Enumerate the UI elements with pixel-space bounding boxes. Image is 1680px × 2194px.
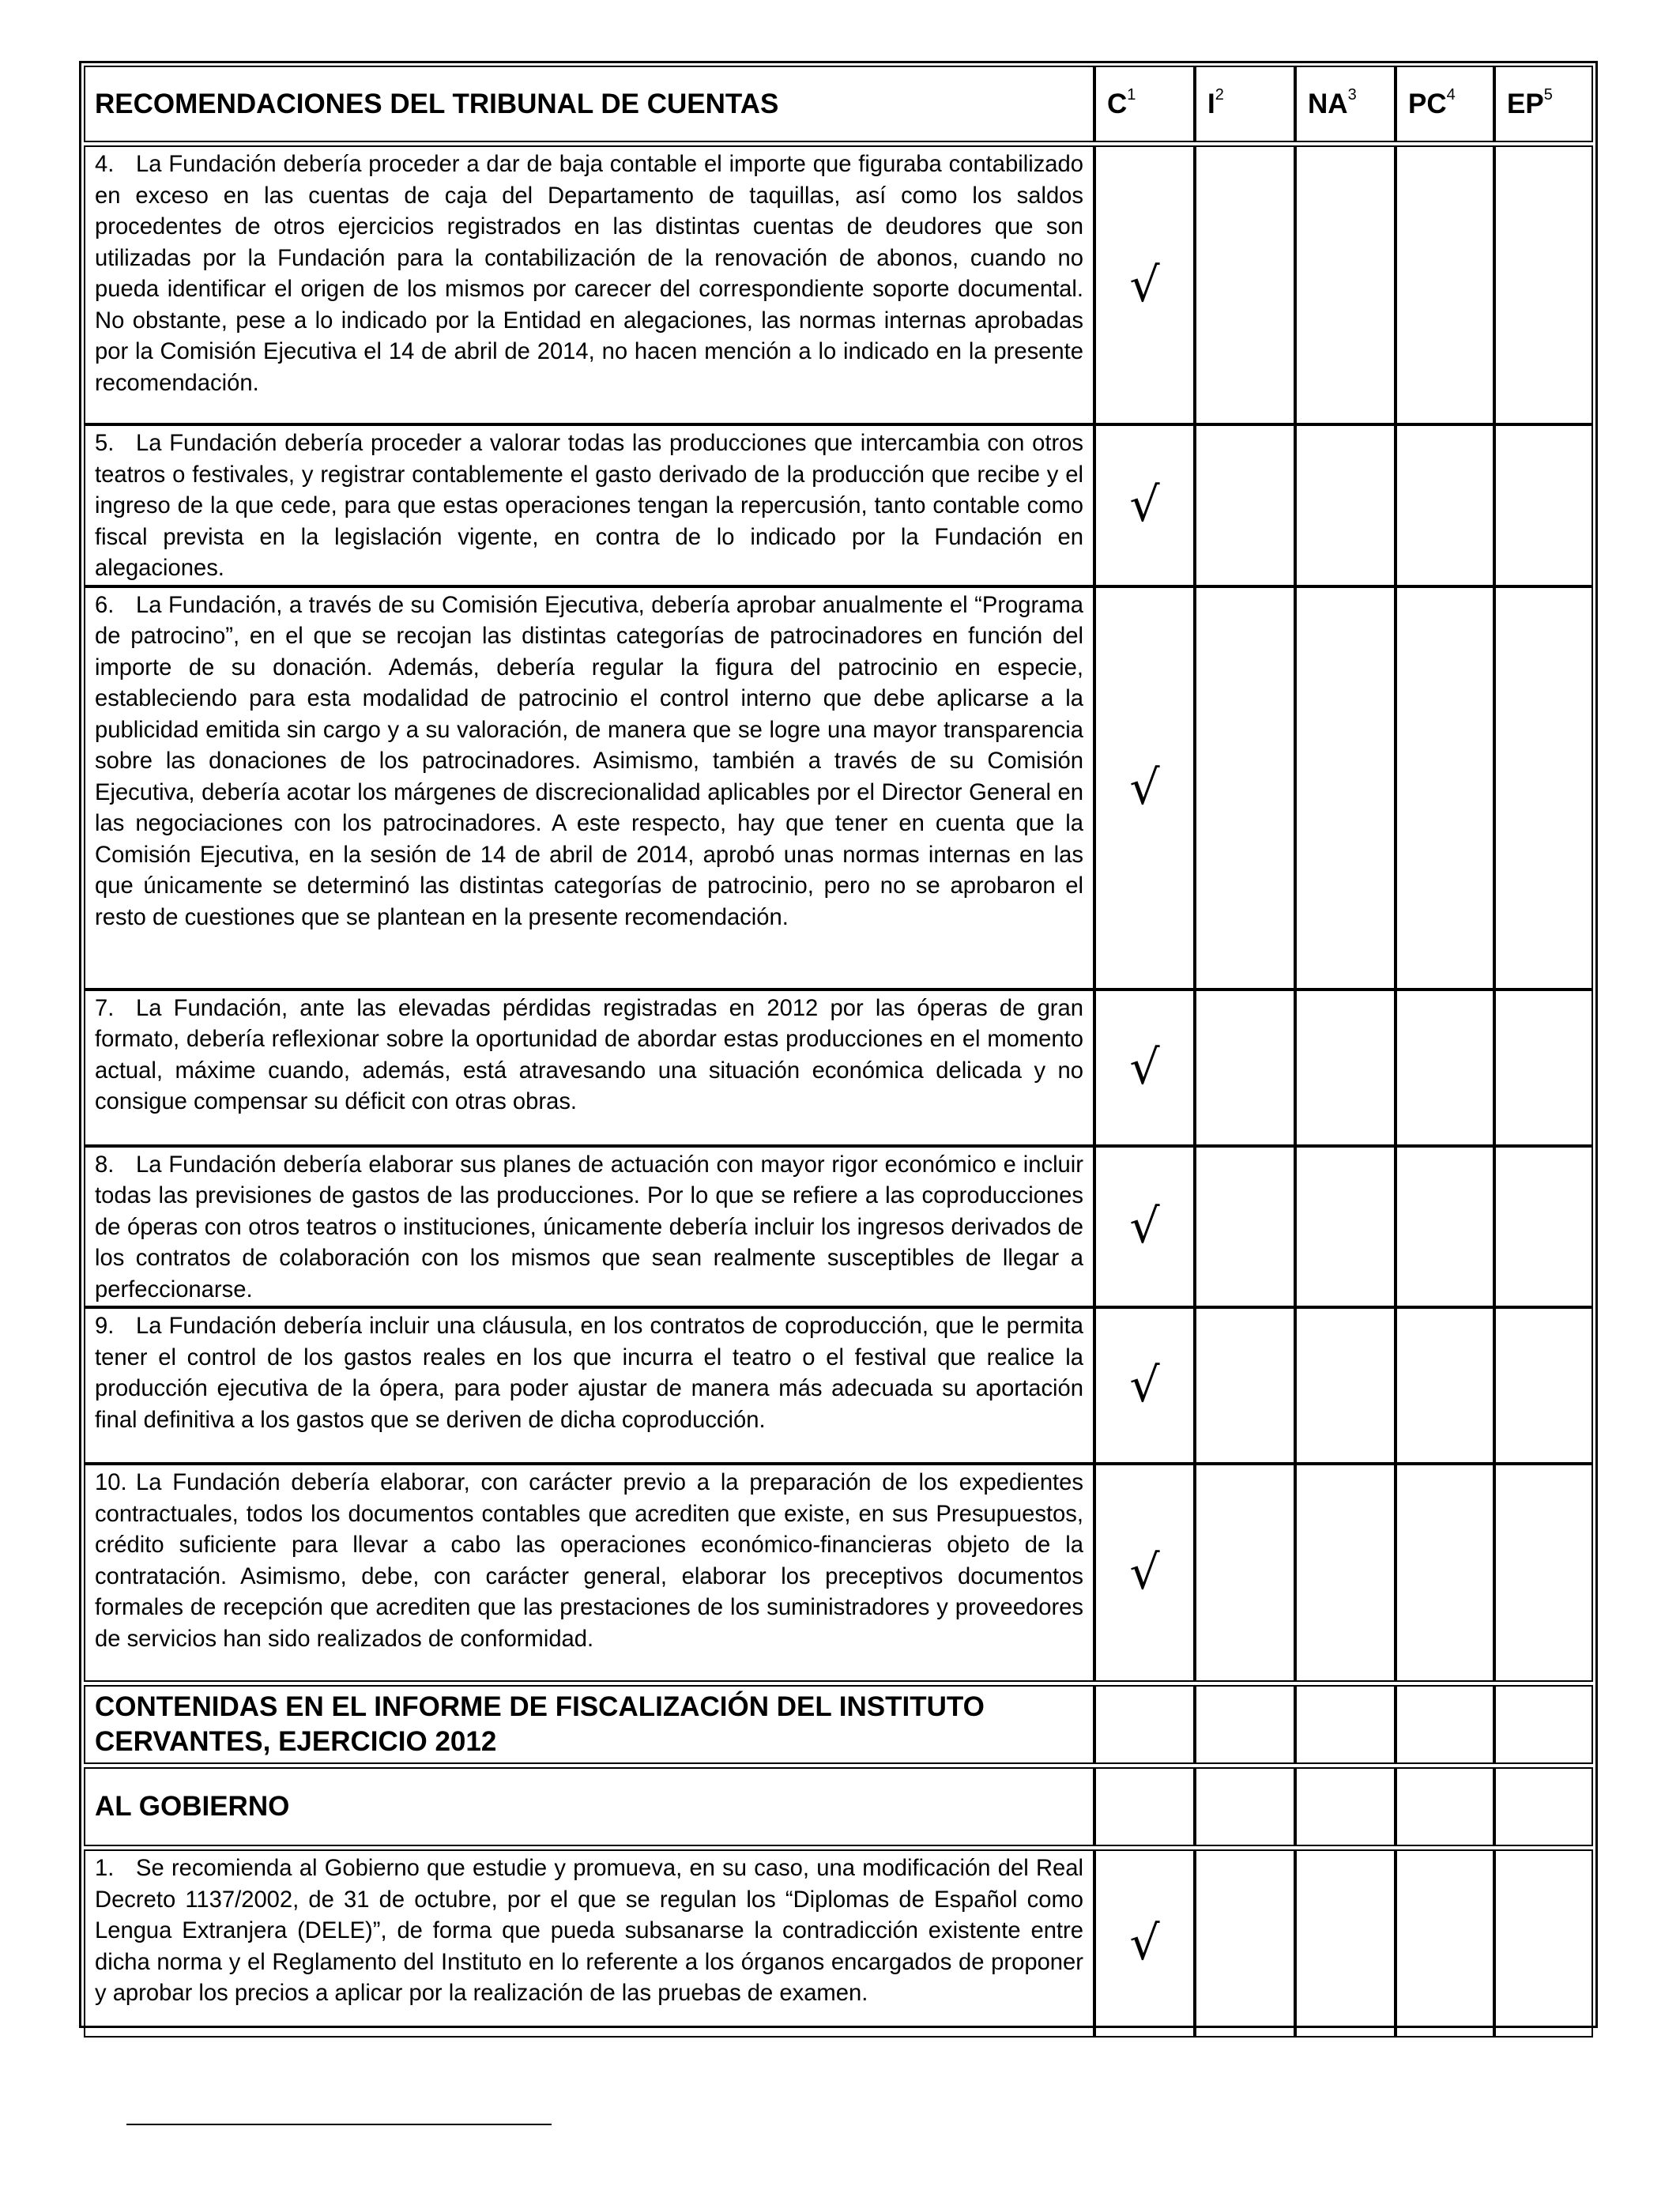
empty-cell [1396,1307,1494,1464]
table-row [84,1464,1593,1682]
subsection-heading: AL GOBIERNO [84,1767,1094,1846]
empty-cell [1396,1464,1494,1682]
empty-cell [1494,424,1593,586]
table-row [84,424,1593,586]
column-header-c: $C^1$ [1094,66,1195,142]
recommendation-text: 4. La Fundación debería proceder a dar de baja contable el importe que figuraba contabilizado en exceso en las cuentas de caja del Departamento de taquillas, así como los saldos procedentes de otros ejercicios registrados en las distintas cuentas de deudores que son utilizadas por la Fundación para la contabilización de la renovación de abonos, cuando no pueda identificar el origen de los mismos por carecer del correspondiente soporte documental. No obstante, pese a lo indicado por la Entidad en alegaciones, las normas internas aprobadas por la Comisión Ejecutiva el 14 de abril de 2014, no hacen mención a lo indicado en la presente recomendación. [84,145,1094,424]
recommendation-number: 10. [95,1470,127,1495]
empty-cell [1494,1146,1593,1308]
recommendation-number: 6. [95,592,115,618]
empty-cell [1295,1307,1396,1464]
recommendation-text: 10. La Fundación debería elaborar, con carácter previo a la preparación de los expedientes contractuales, todos los documentos contables que acrediten que existe, en sus Presupuestos, crédito suficiente para llevar a cabo las operaciones económico-financieras objeto de la contratación. Asimismo, debe, con carácter general, elaborar los preceptivos documentos formales de recepción que acrediten que las prestaciones de los suministradores y proveedores de servicios han sido realizados de conformidad. [84,1464,1094,1682]
column-header-na: $NA^3$ [1295,66,1396,142]
table-title: RECOMENDACIONES DEL TRIBUNAL DE CUENTAS [84,66,1094,142]
empty-cell [1195,586,1295,990]
empty-cell [1295,1464,1396,1682]
subsection-row [84,1767,1593,1846]
empty-cell [1195,145,1295,424]
column-header-i: $I^2$ [1195,66,1295,142]
empty-cell [1396,145,1494,424]
empty-cell [1396,990,1494,1146]
empty-cell [1396,1146,1494,1308]
table-row [84,990,1593,1146]
recommendation-text: 8. La Fundación debería elaborar sus planes de actuación con mayor rigor económico e incluir todas las previsiones de gastos de las producciones. Por lo que se refiere a las coproducciones de óperas con otros teatros o instituciones, únicamente debería incluir los ingresos derivados de los contratos de colaboración con los mismos que sean realmente susceptibles de llegar a perfeccionarse. [84,1146,1094,1308]
empty-cell [1195,424,1295,586]
recommendation-number: 7. [95,995,115,1021]
recommendation-text: 6. La Fundación, a través de su Comisión Ejecutiva, debería aprobar anualmente el “Programa de patrocino”, en el que se recojan las distintas categorías de patrocinadores en función del importe de su donación. Además, debería regular la figura del patrocinio en especie, estableciendo para esta modalidad de patrocinio el control interno que debe aplicarse a la publicidad emitida sin cargo y a su valoración, de manera que se logre una mayor transparencia sobre las donaciones de los patrocinadores. Asimismo, también a través de su Comisión Ejecutiva, debería acotar los márgenes de discrecionalidad aplicables por el Director General en las negociaciones con los patrocinadores. A este respecto, hay que tener en cuenta que la Comisión Ejecutiva, en la sesión de 14 de abril de 2014, aprobó unas normas internas en las que únicamente se determinó las distintas categorías de patrocinio, pero no se aprobaron el resto de cuestiones que se plantean en la presente recomendación. [84,586,1094,990]
empty-cell [1295,990,1396,1146]
empty-cell [1295,1849,1396,2038]
empty-cell [1195,1464,1295,1682]
empty-cell [1396,586,1494,990]
empty-cell [1295,586,1396,990]
recommendation-text: 1. Se recomienda al Gobierno que estudie y promueva, en su caso, una modificación del Real Decreto 1137/2002, de 31 de octubre, por el que se regulan los “Diplomas de Español como Lengua Extranjera (DELE)”, de forma que pueda subsanarse la contradicción existente entre dicha norma y el Reglamento del Instituto en lo referente a los órganos encargados de proponer y aprobar los precios a aplicar por la realización de las pruebas de examen. [84,1849,1094,2038]
empty-cell [1396,424,1494,586]
empty-cell [1295,424,1396,586]
empty-cell [1195,1767,1295,1846]
column-header-ep: $EP^5$ [1494,66,1593,142]
table-row [84,1307,1593,1464]
check-mark: √ [1094,1464,1195,1682]
recommendation-number: 4. [95,152,115,177]
header-row [84,66,1593,142]
recommendation-number: 1. [95,1856,115,1881]
check-mark: √ [1094,1849,1195,2038]
check-mark: √ [1094,1146,1195,1308]
empty-cell [1094,1767,1195,1846]
check-mark: √ [1094,424,1195,586]
recommendation-number: 8. [95,1152,115,1178]
check-mark: √ [1094,1307,1195,1464]
section-row [84,1685,1593,1764]
empty-cell [1396,1767,1494,1846]
empty-cell [1195,1849,1295,2038]
table-row [84,145,1593,424]
empty-cell [1295,1767,1396,1846]
empty-cell [1494,145,1593,424]
empty-cell [1494,1767,1593,1846]
empty-cell [1494,586,1593,990]
recommendation-number: 9. [95,1314,115,1339]
empty-cell [1295,1146,1396,1308]
empty-cell [1494,1307,1593,1464]
empty-cell [1396,1685,1494,1764]
check-mark: √ [1094,145,1195,424]
empty-cell [1494,990,1593,1146]
empty-cell [1396,1849,1494,2038]
table-row [84,586,1593,990]
column-header-pc: $PC^4$ [1396,66,1494,142]
recommendations-table [84,66,1593,2038]
table-row [84,1146,1593,1308]
empty-cell [1195,1685,1295,1764]
empty-cell [1494,1464,1593,1682]
empty-cell [1195,1146,1295,1308]
table-row [84,1849,1593,2038]
empty-cell [1094,1685,1195,1764]
empty-cell [1295,145,1396,424]
check-mark: √ [1094,586,1195,990]
footnote-separator [126,2124,552,2125]
recommendation-text: 9. La Fundación debería incluir una cláusula, en los contratos de coproducción, que le permita tener el control de los gastos reales en los que incurra el teatro o el festival que realice la producción ejecutiva de la ópera, para poder ajustar de manera más adecuada su aportación final definitiva a los gastos que se deriven de dicha coproducción. [84,1307,1094,1464]
empty-cell [1494,1685,1593,1764]
recommendation-number: 5. [95,431,115,456]
empty-cell [1195,990,1295,1146]
recommendation-text: 5. La Fundación debería proceder a valorar todas las producciones que intercambia con otros teatros o festivales, y registrar contablemente el gasto derivado de la producción que recibe y el ingreso de la que cede, para que estas operaciones tengan la repercusión, tanto contable como fiscal prevista en la legislación vigente, en contra de lo indicado por la Fundación en alegaciones. [84,424,1094,586]
recommendation-text: 7. La Fundación, ante las elevadas pérdidas registradas en 2012 por las óperas de gran formato, debería reflexionar sobre la oportunidad de abordar estas producciones en el momento actual, máxime cuando, además, está atravesando una situación económica delicada y no consigue compensar su déficit con otras obras. [84,990,1094,1146]
empty-cell [1195,1307,1295,1464]
section-heading: CONTENIDAS EN EL INFORME DE FISCALIZACIÓN DEL INSTITUTO CERVANTES, EJERCICIO 2012 [84,1685,1094,1764]
empty-cell [1494,1849,1593,2038]
check-mark: √ [1094,990,1195,1146]
empty-cell [1295,1685,1396,1764]
